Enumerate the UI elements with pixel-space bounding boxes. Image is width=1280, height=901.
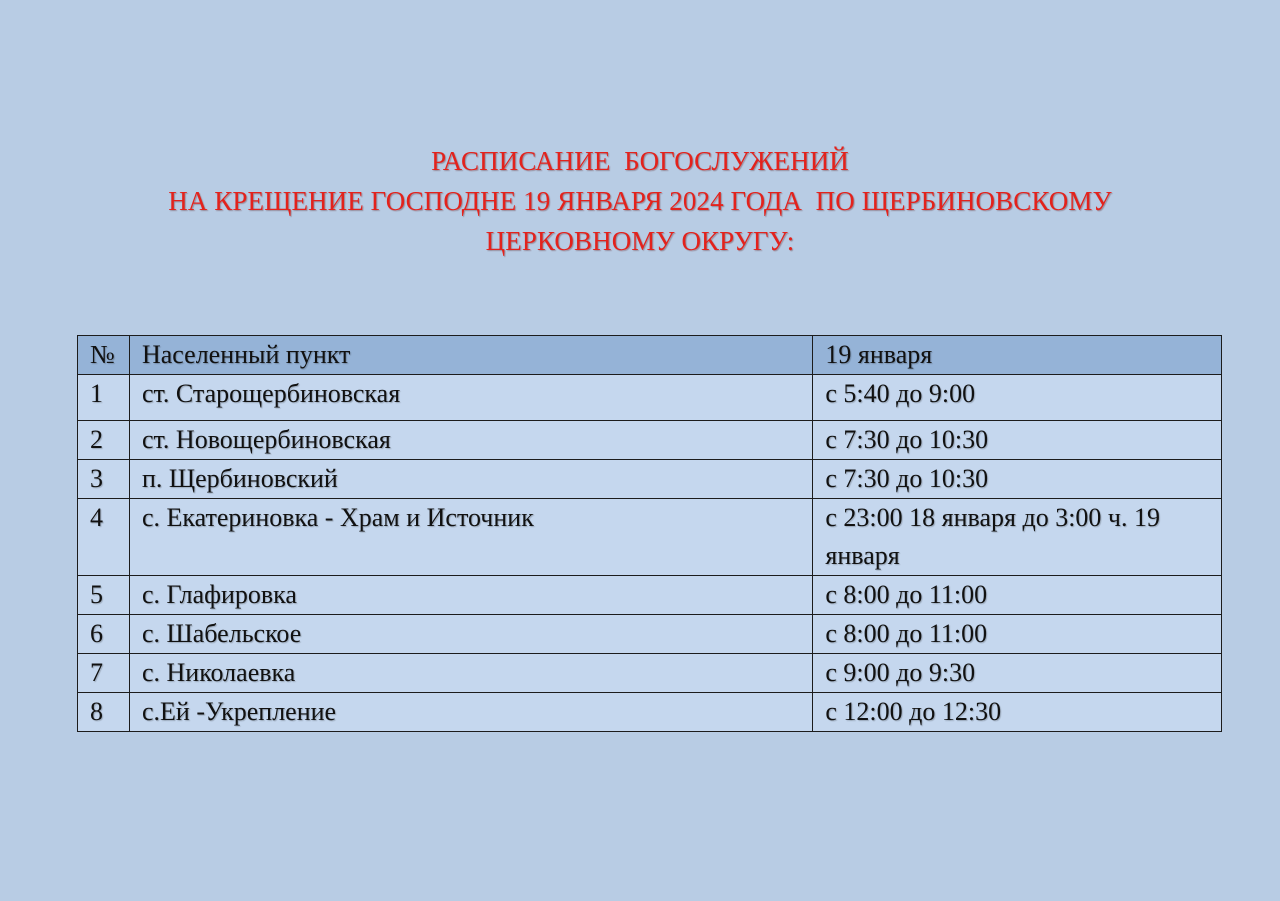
row-time: с 7:30 до 10:30: [813, 460, 1222, 499]
row-place: с. Шабельское: [129, 615, 812, 654]
row-time: с 12:00 до 12:30: [813, 693, 1222, 732]
schedule-title: [0, 141, 1280, 261]
row-place: с. Глафировка: [129, 576, 812, 615]
row-time: с 23:00 18 января до 3:00 ч. 19 января: [813, 499, 1222, 576]
row-number: 3: [78, 460, 130, 499]
row-place: с.Ей -Укрепление: [129, 693, 812, 732]
row-time: с 8:00 до 11:00: [813, 615, 1222, 654]
table-row: [78, 576, 1222, 615]
schedule-table: [77, 335, 1222, 732]
table-row: [78, 693, 1222, 732]
row-place: с. Николаевка: [129, 654, 812, 693]
header-number: №: [78, 336, 130, 375]
title-line-2: НА КРЕЩЕНИЕ ГОСПОДНЕ 19 ЯНВАРЯ 2024 ГОДА ПО ЩЕРБИНОВСКОМУ: [168, 186, 1112, 216]
table-row: [78, 421, 1222, 460]
row-number: 6: [78, 615, 130, 654]
title-line-1: РАСПИСАНИЕ БОГОСЛУЖЕНИЙ: [431, 146, 849, 176]
row-place: ст. Новощербиновская: [129, 421, 812, 460]
row-number: 1: [78, 375, 130, 421]
row-number: 8: [78, 693, 130, 732]
header-place: Населенный пункт: [129, 336, 812, 375]
header-time: 19 января: [813, 336, 1222, 375]
row-number: 4: [78, 499, 130, 576]
row-number: 7: [78, 654, 130, 693]
row-time: с 5:40 до 9:00: [813, 375, 1222, 421]
row-number: 2: [78, 421, 130, 460]
table-row: [78, 654, 1222, 693]
row-time: с 8:00 до 11:00: [813, 576, 1222, 615]
row-place: с. Екатериновка - Храм и Источник: [129, 499, 812, 576]
row-time: с 9:00 до 9:30: [813, 654, 1222, 693]
row-number: 5: [78, 576, 130, 615]
table-row: [78, 499, 1222, 576]
table-row: [78, 460, 1222, 499]
row-place: п. Щербиновский: [129, 460, 812, 499]
table-row: [78, 375, 1222, 421]
row-place: ст. Старощербиновская: [129, 375, 812, 421]
table-header-row: [78, 336, 1222, 375]
row-time: с 7:30 до 10:30: [813, 421, 1222, 460]
title-line-3: ЦЕРКОВНОМУ ОКРУГУ:: [485, 226, 795, 256]
table-row: [78, 615, 1222, 654]
